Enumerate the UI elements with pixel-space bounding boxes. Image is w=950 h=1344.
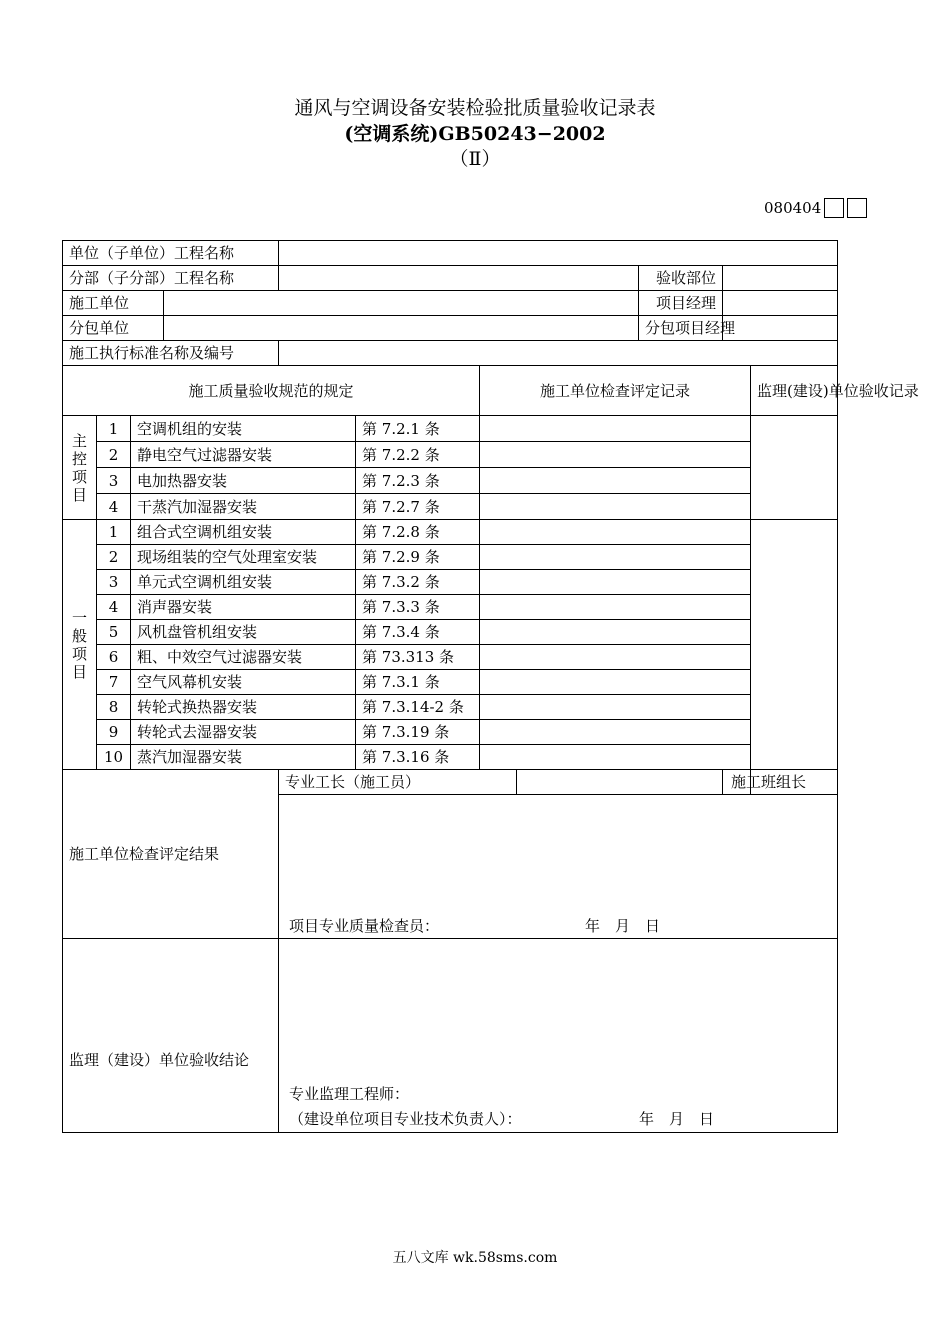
row-division-name <box>63 266 838 291</box>
main-control-label-char: 主 <box>71 431 87 450</box>
item-number: 2 <box>97 442 131 468</box>
main-control-label <box>63 416 97 520</box>
item-clause: 第 7.3.3 条 <box>356 595 480 620</box>
item-number: 6 <box>97 645 131 670</box>
item-check-record[interactable] <box>480 620 751 645</box>
general-label-char: 项 <box>71 644 87 663</box>
item-name: 组合式空调机组安装 <box>131 520 356 545</box>
sub-project-manager-value[interactable] <box>723 316 838 341</box>
conclusion-body[interactable] <box>279 939 838 1133</box>
construction-unit-value[interactable] <box>164 291 639 316</box>
general-item-row <box>63 520 838 545</box>
item-check-record[interactable] <box>480 720 751 745</box>
team-leader-label: 施工班组长 <box>731 773 807 791</box>
inspector-label: 项目专业质量检查员： <box>289 917 440 935</box>
item-name: 电加热器安装 <box>131 468 356 494</box>
inspection-table <box>62 240 919 1133</box>
unit-name-label: 单位（子单位）工程名称 <box>63 241 279 266</box>
item-check-record[interactable] <box>480 645 751 670</box>
owner-rep-label: （建设单位项目专业技术负责人）： <box>289 1110 522 1128</box>
acceptance-part-value[interactable] <box>723 266 838 291</box>
item-clause: 第 7.2.9 条 <box>356 545 480 570</box>
item-name: 静电空气过滤器安装 <box>131 442 356 468</box>
item-name: 转轮式换热器安装 <box>131 695 356 720</box>
main-control-label-char: 目 <box>71 485 87 504</box>
general-supervision-record[interactable] <box>751 520 838 770</box>
footer-source: 五八文库 wk.58sms.com <box>392 1250 558 1266</box>
item-number: 3 <box>97 570 131 595</box>
acceptance-part-label: 验收部位 <box>639 266 723 291</box>
item-clause: 第 7.3.4 条 <box>356 620 480 645</box>
main-control-item-row <box>63 416 838 442</box>
item-check-record[interactable] <box>480 416 751 442</box>
item-number: 5 <box>97 620 131 645</box>
item-clause: 第 7.2.3 条 <box>356 468 480 494</box>
main-control-item-row <box>63 442 838 468</box>
main-control-label-char: 项 <box>71 467 87 486</box>
row-subcontractor <box>63 316 838 341</box>
team-leader-cell <box>731 770 838 795</box>
item-check-record[interactable] <box>480 695 751 720</box>
item-check-record[interactable] <box>480 520 751 545</box>
foreman-value[interactable] <box>517 770 723 795</box>
main-control-supervision-record[interactable] <box>751 416 838 520</box>
general-label <box>63 520 97 770</box>
code-box-1[interactable] <box>824 198 844 218</box>
row-construction-unit <box>63 291 838 316</box>
item-name: 消声器安装 <box>131 595 356 620</box>
row-foreman <box>63 770 838 795</box>
general-item-row <box>63 620 838 645</box>
item-check-record[interactable] <box>480 494 751 520</box>
item-clause: 第 7.2.1 条 <box>356 416 480 442</box>
item-clause: 第 7.3.16 条 <box>356 745 480 770</box>
form-code <box>764 198 867 218</box>
item-clause: 第 7.3.2 条 <box>356 570 480 595</box>
form-volume: （Ⅱ） <box>449 148 501 170</box>
item-number: 7 <box>97 670 131 695</box>
division-name-value[interactable] <box>279 266 639 291</box>
general-item-row <box>63 595 838 620</box>
item-check-record[interactable] <box>480 570 751 595</box>
item-check-record[interactable] <box>480 468 751 494</box>
item-number: 10 <box>97 745 131 770</box>
subcontractor-value[interactable] <box>164 316 639 341</box>
general-item-row <box>63 645 838 670</box>
result-body[interactable] <box>279 795 838 939</box>
supervision-record-header: 监理(建设)单位验收记录 <box>751 366 838 416</box>
code-box-2[interactable] <box>847 198 867 218</box>
main-control-item-row <box>63 468 838 494</box>
row-conclusion <box>63 939 838 1133</box>
form-subtitle: (空调系统)GB50243−2002 <box>344 123 606 145</box>
general-item-row <box>63 545 838 570</box>
row-standard <box>63 341 838 366</box>
subcontractor-label: 分包单位 <box>63 316 164 341</box>
conclusion-label-text: 监理（建设）单位验收结论 <box>69 1050 250 1069</box>
item-number: 3 <box>97 468 131 494</box>
item-check-record[interactable] <box>480 442 751 468</box>
item-name: 单元式空调机组安装 <box>131 570 356 595</box>
general-label-char: 一 <box>71 608 87 627</box>
item-clause: 第 7.3.1 条 <box>356 670 480 695</box>
result-date: 年 月 日 <box>585 917 661 935</box>
project-manager-value[interactable] <box>723 291 838 316</box>
item-name: 现场组装的空气处理室安装 <box>131 545 356 570</box>
form-title: 通风与空调设备安装检验批质量验收记录表 <box>294 97 656 119</box>
item-clause: 第 7.2.7 条 <box>356 494 480 520</box>
general-item-row <box>63 570 838 595</box>
engineer-label: 专业监理工程师： <box>289 1085 410 1103</box>
item-number: 4 <box>97 494 131 520</box>
item-number: 9 <box>97 720 131 745</box>
unit-name-value[interactable] <box>279 241 838 266</box>
spec-header: 施工质量验收规范的规定 <box>63 366 480 416</box>
general-label-char: 般 <box>71 626 87 645</box>
item-name: 粗、中效空气过滤器安装 <box>131 645 356 670</box>
item-clause: 第 7.3.19 条 <box>356 720 480 745</box>
result-label: 施工单位检查评定结果 <box>63 770 279 939</box>
general-item-row <box>63 745 838 770</box>
item-clause: 第 73.313 条 <box>356 645 480 670</box>
general-item-row <box>63 695 838 720</box>
item-check-record[interactable] <box>480 595 751 620</box>
item-name: 风机盘管机组安装 <box>131 620 356 645</box>
item-clause: 第 7.2.8 条 <box>356 520 480 545</box>
item-name: 空调机组的安装 <box>131 416 356 442</box>
item-name: 空气风幕机安装 <box>131 670 356 695</box>
check-record-header: 施工单位检查评定记录 <box>480 366 751 416</box>
main-control-label-char: 控 <box>71 449 87 468</box>
foreman-label: 专业工长（施工员） <box>279 770 517 795</box>
item-check-record[interactable] <box>480 545 751 570</box>
item-check-record[interactable] <box>480 670 751 695</box>
general-label-char: 目 <box>71 662 87 681</box>
general-item-row <box>63 670 838 695</box>
item-number: 4 <box>97 595 131 620</box>
standard-value[interactable] <box>279 341 838 366</box>
construction-unit-label: 施工单位 <box>63 291 164 316</box>
row-unit-name <box>63 241 838 266</box>
item-name: 蒸汽加湿器安装 <box>131 745 356 770</box>
item-check-record[interactable] <box>480 745 751 770</box>
item-number: 1 <box>97 416 131 442</box>
conclusion-label <box>63 939 279 1133</box>
item-clause: 第 7.3.14-2 条 <box>356 695 480 720</box>
form-code-number: 080404 <box>764 199 822 217</box>
item-clause: 第 7.2.2 条 <box>356 442 480 468</box>
item-number: 1 <box>97 520 131 545</box>
item-number: 2 <box>97 545 131 570</box>
item-number: 8 <box>97 695 131 720</box>
standard-label: 施工执行标准名称及编号 <box>63 341 279 366</box>
sub-project-manager-label: 分包项目经理 <box>639 316 723 341</box>
row-column-headers <box>63 366 838 416</box>
general-item-row <box>63 720 838 745</box>
division-name-label: 分部（子分部）工程名称 <box>63 266 279 291</box>
main-control-item-row <box>63 494 838 520</box>
project-manager-label: 项目经理 <box>639 291 723 316</box>
item-name: 转轮式去湿器安装 <box>131 720 356 745</box>
item-name: 干蒸汽加湿器安装 <box>131 494 356 520</box>
conclusion-date: 年 月 日 <box>639 1110 715 1128</box>
